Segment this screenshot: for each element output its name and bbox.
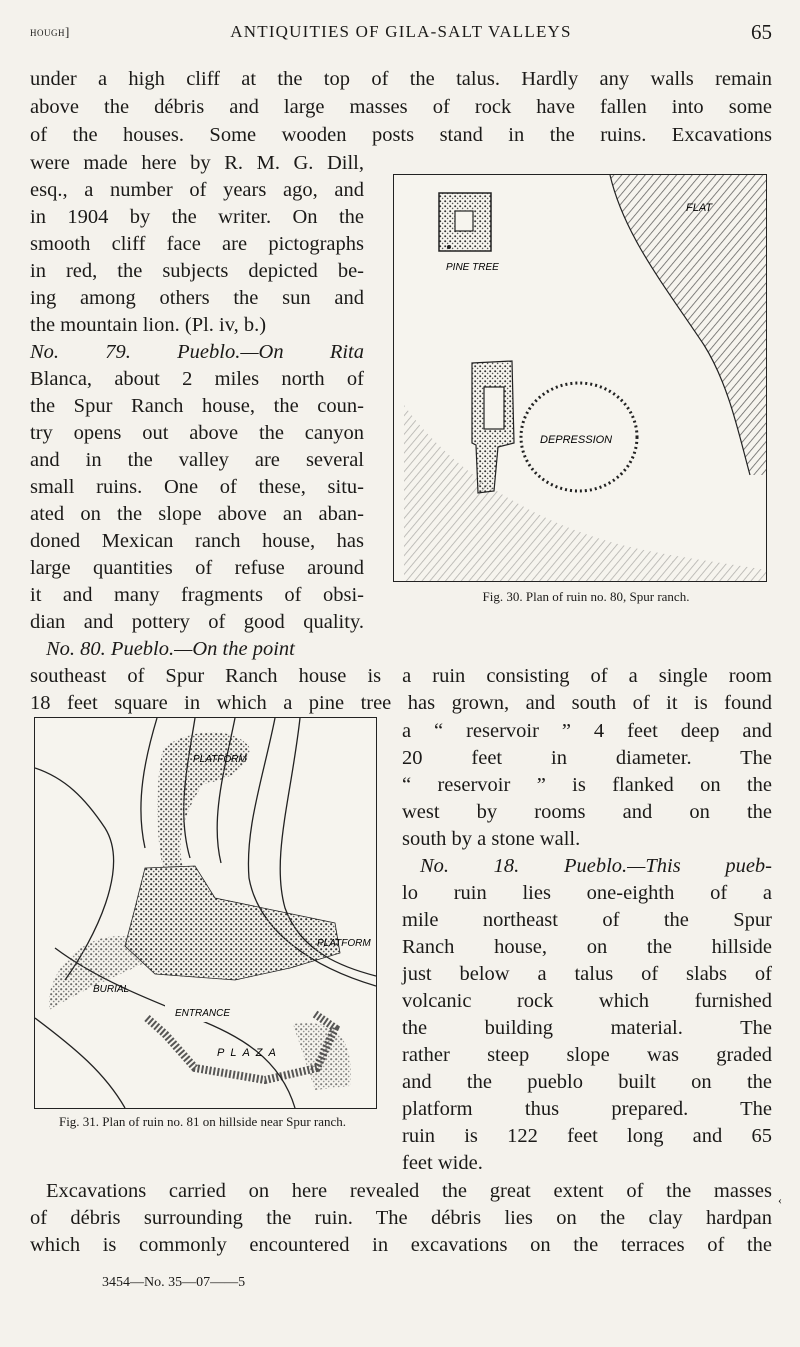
platform-area <box>157 732 250 868</box>
running-head-author: hough] <box>30 24 70 39</box>
page-number: 65 <box>751 20 772 44</box>
burial-area <box>49 936 155 1010</box>
figure-30-plan <box>393 174 767 582</box>
burial-label: BURIAL <box>93 984 130 995</box>
text-line: ing among others the sun and <box>30 287 364 309</box>
text-line: west by rooms and on the <box>402 801 772 823</box>
text-line: south by a stone wall. <box>402 828 581 850</box>
text-line: the mountain lion. (Pl. iv, b.) <box>30 314 267 336</box>
section-heading-line <box>420 853 772 879</box>
text-line: 18 feet square in which a pine tree has grown, and south of it is found <box>30 692 772 714</box>
signature-footer: 3454—No. 35—07——5 <box>102 1275 246 1290</box>
slope-hatching <box>610 175 766 475</box>
running-head <box>30 20 772 46</box>
text-line: rather steep slope was graded <box>402 1044 772 1066</box>
text-line: Excavations carried on here revealed the great extent of the masses <box>46 1180 772 1202</box>
text-line: the Spur Ranch house, the coun- <box>30 395 364 417</box>
text-line: above the débris and large masses of rock have fallen into some <box>30 96 772 118</box>
text-line: large quantities of refuse around <box>30 557 364 579</box>
flat-label: FLAT <box>686 202 713 214</box>
slope-hatching <box>404 405 766 581</box>
figure-31-plan <box>34 717 377 1109</box>
text-line: the building material. The <box>402 1017 772 1039</box>
text-line: lo ruin lies one-eighth of a <box>402 882 772 904</box>
entry-heading: No. 79. Pueblo.—On Rita <box>30 341 364 363</box>
figure-31-caption: Fig. 31. Plan of ruin no. 81 on hillside near Spur ranch. <box>58 1114 347 1129</box>
text-line: of the houses. Some wooden posts stand in the ruins. Excavations <box>30 124 772 146</box>
text-line: ruin is 122 feet long and 65 <box>402 1125 772 1147</box>
text-line: volcanic rock which furnished <box>402 990 772 1012</box>
text-line: and the pueblo built on the <box>402 1071 772 1093</box>
text-line: smooth cliff face are pictographs <box>30 233 364 255</box>
text-line: it and many fragments of obsi- <box>30 584 364 606</box>
text-line: dian and pottery of good quality. <box>30 611 364 633</box>
section-heading-line <box>30 339 364 365</box>
text-line: and in the valley are several <box>30 449 364 471</box>
pine-tree-label: PINE TREE <box>446 262 499 273</box>
text-line: small ruins. One of these, situ- <box>30 476 364 498</box>
text-line: 20 feet in diameter. The <box>402 747 772 769</box>
contour-line <box>141 718 157 848</box>
text-line: southeast of Spur Ranch house is a ruin consisting of a single room <box>30 665 772 687</box>
running-head-title: ANTIQUITIES OF GILA-SALT VALLEYS <box>230 22 572 41</box>
figure-30-caption: Fig. 30. Plan of ruin no. 80, Spur ranch. <box>482 589 690 604</box>
text-line: doned Mexican ranch house, has <box>30 530 364 552</box>
plaza-floor <box>293 1023 351 1090</box>
text-line: ated on the slope above an aban- <box>30 503 364 525</box>
text-line: in red, the subjects depicted be- <box>30 260 364 282</box>
text-line: “ reservoir ” is flanked on the <box>402 774 772 796</box>
depression-label: DEPRESSION <box>540 434 613 446</box>
figure-30-drawing <box>394 175 766 581</box>
text-line: a “ reservoir ” 4 feet deep and <box>402 720 772 742</box>
entry-heading: No. 18. Pueblo.—This pueb- <box>420 855 772 877</box>
text-line: which is commonly encountered in excavations on the terraces of the <box>30 1234 772 1256</box>
entry-heading: No. 80. Pueblo.—On the point <box>46 638 295 660</box>
plaza-label: PLAZA <box>217 1047 282 1059</box>
text-line: feet wide. <box>402 1152 483 1174</box>
text-line: Ranch house, on the hillside <box>402 936 772 958</box>
section-heading-line <box>46 636 364 662</box>
text-line: were made here by R. M. G. Dill, <box>30 152 364 174</box>
margin-mark: ‹ <box>778 1193 782 1207</box>
text-line: of débris surrounding the ruin. The débris lies on the clay hardpan <box>30 1207 772 1229</box>
text-line: in 1904 by the writer. On the <box>30 206 364 228</box>
contour-line <box>35 1018 125 1108</box>
text-line: just below a talus of slabs of <box>402 963 772 985</box>
text-line: mile northeast of the Spur <box>402 909 772 931</box>
text-line: under a high cliff at the top of the talus. Hardly any walls remain <box>30 68 772 90</box>
entrance-label: ENTRANCE <box>175 1008 231 1019</box>
text-line: Blanca, about 2 miles north of <box>30 368 364 390</box>
text-line: platform thus prepared. The <box>402 1098 772 1120</box>
text-line: try opens out above the canyon <box>30 422 364 444</box>
platform-label-right: PLATFORM <box>317 938 371 949</box>
text-line: esq., a number of years ago, and <box>30 179 364 201</box>
platform-label-top: PLATFORM <box>193 754 247 765</box>
pueblo-walls <box>125 866 340 980</box>
figure-31-drawing <box>35 718 376 1108</box>
